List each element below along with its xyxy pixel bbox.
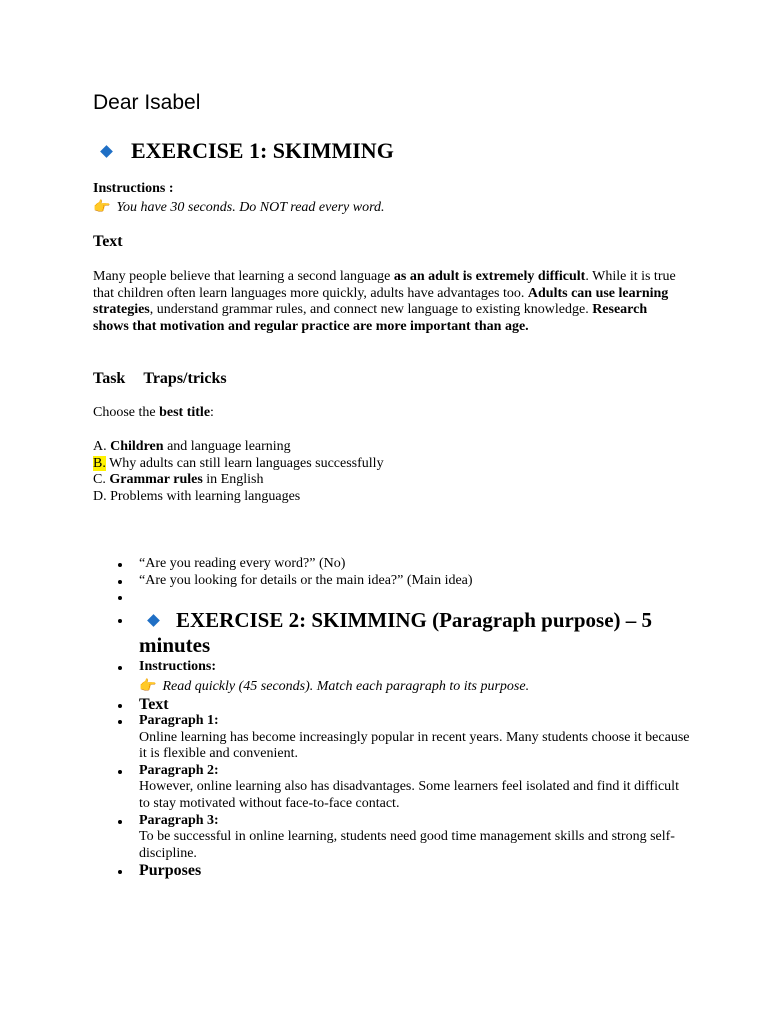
para-s4: , understand grammar rules, and connect new language to existing knowledge. <box>149 302 593 317</box>
paragraph-2-label: Paragraph 2: <box>139 762 219 778</box>
options-list <box>93 439 384 505</box>
paragraph-2-text: However, online learning also has disadvantages. Some learners feel isolated and find it difficult to stay motivated without face-to-face contact. <box>139 779 679 811</box>
purposes-label: Purposes <box>93 862 693 879</box>
list-item: “Are you reading every word?” (No) <box>93 556 693 573</box>
task-heading <box>93 370 227 388</box>
para-s5-bold: Research shows that motivation and regular practice are more important than age. <box>93 302 648 334</box>
list-item <box>93 713 693 763</box>
exercise-1-paragraph <box>93 269 683 335</box>
paragraph-1-label: Paragraph 1: <box>139 712 219 728</box>
option-c-bold: Grammar rules <box>109 472 203 487</box>
ex2-instructions-label: Instructions: <box>139 658 217 674</box>
list-item <box>93 589 693 606</box>
diamond-bullet-icon <box>100 145 113 158</box>
choose-post: : <box>210 405 214 420</box>
para-s1: Many people believe that learning a second language <box>93 269 394 284</box>
instructions-label: Instructions : <box>93 181 174 196</box>
option-a-rest: and language learning <box>163 439 291 454</box>
list-item <box>93 813 693 863</box>
ex2-instructions-text: Read quickly (45 seconds). Match each paragraph to its purpose. <box>162 679 530 695</box>
instructions-line <box>93 199 385 217</box>
para-s1-bold: as an adult is extremely difficult <box>393 269 586 284</box>
task-label: Task <box>93 370 126 387</box>
exercise-2-heading <box>93 606 693 658</box>
option-b-letter: B. <box>93 455 106 471</box>
paragraph-3-label: Paragraph 3: <box>139 812 219 828</box>
para-s3-bold: Adults can use learning strategies <box>93 285 669 317</box>
diamond-bullet-icon <box>147 614 160 627</box>
exercise-1-heading <box>99 136 394 166</box>
paragraph-3-text: To be successful in online learning, students need good time management skills and strong self-discipline. <box>139 829 675 861</box>
option-c-letter: C. <box>93 472 110 487</box>
ex2-text-label: Text <box>93 696 693 713</box>
option-c-rest: in English <box>202 472 264 487</box>
traps-label: Traps/tricks <box>143 370 227 387</box>
option-a-bold: Children <box>110 439 164 454</box>
pointing-hand-icon: 👉 <box>139 678 157 695</box>
bullet-list <box>93 556 693 879</box>
choose-pre: Choose the <box>93 405 160 420</box>
para-s2: . While it is true that children often learn languages more quickly, adults have advantages too. <box>93 269 676 301</box>
option-a <box>93 439 384 456</box>
choose-prompt <box>93 405 214 422</box>
greeting: Dear Isabel <box>93 91 201 114</box>
list-item: “Are you looking for details or the main idea?” (Main idea) <box>93 573 693 590</box>
option-d: D. Problems with learning languages <box>93 488 301 504</box>
exercise-1-title: EXERCISE 1: SKIMMING <box>131 138 394 163</box>
pointing-hand-icon: 👉 <box>93 199 111 215</box>
choose-bold: best title <box>159 405 211 420</box>
ex2-instructions-line <box>139 678 529 696</box>
instructions-text: You have 30 seconds. Do NOT read every word. <box>116 200 385 215</box>
option-a-letter: A. <box>93 439 111 454</box>
option-b-rest: Why adults can still learn languages successfully <box>105 455 384 471</box>
option-c <box>93 472 384 489</box>
text-label: Text <box>93 233 123 250</box>
exercise-2-title: EXERCISE 2: SKIMMING (Paragraph purpose) – 5 minutes <box>139 607 653 657</box>
paragraph-1-text: Online learning has become increasingly popular in recent years. Many students choose it because it is flexible and convenient. <box>139 729 690 762</box>
list-item <box>93 763 693 813</box>
list-item <box>93 659 693 696</box>
option-b <box>93 456 384 473</box>
